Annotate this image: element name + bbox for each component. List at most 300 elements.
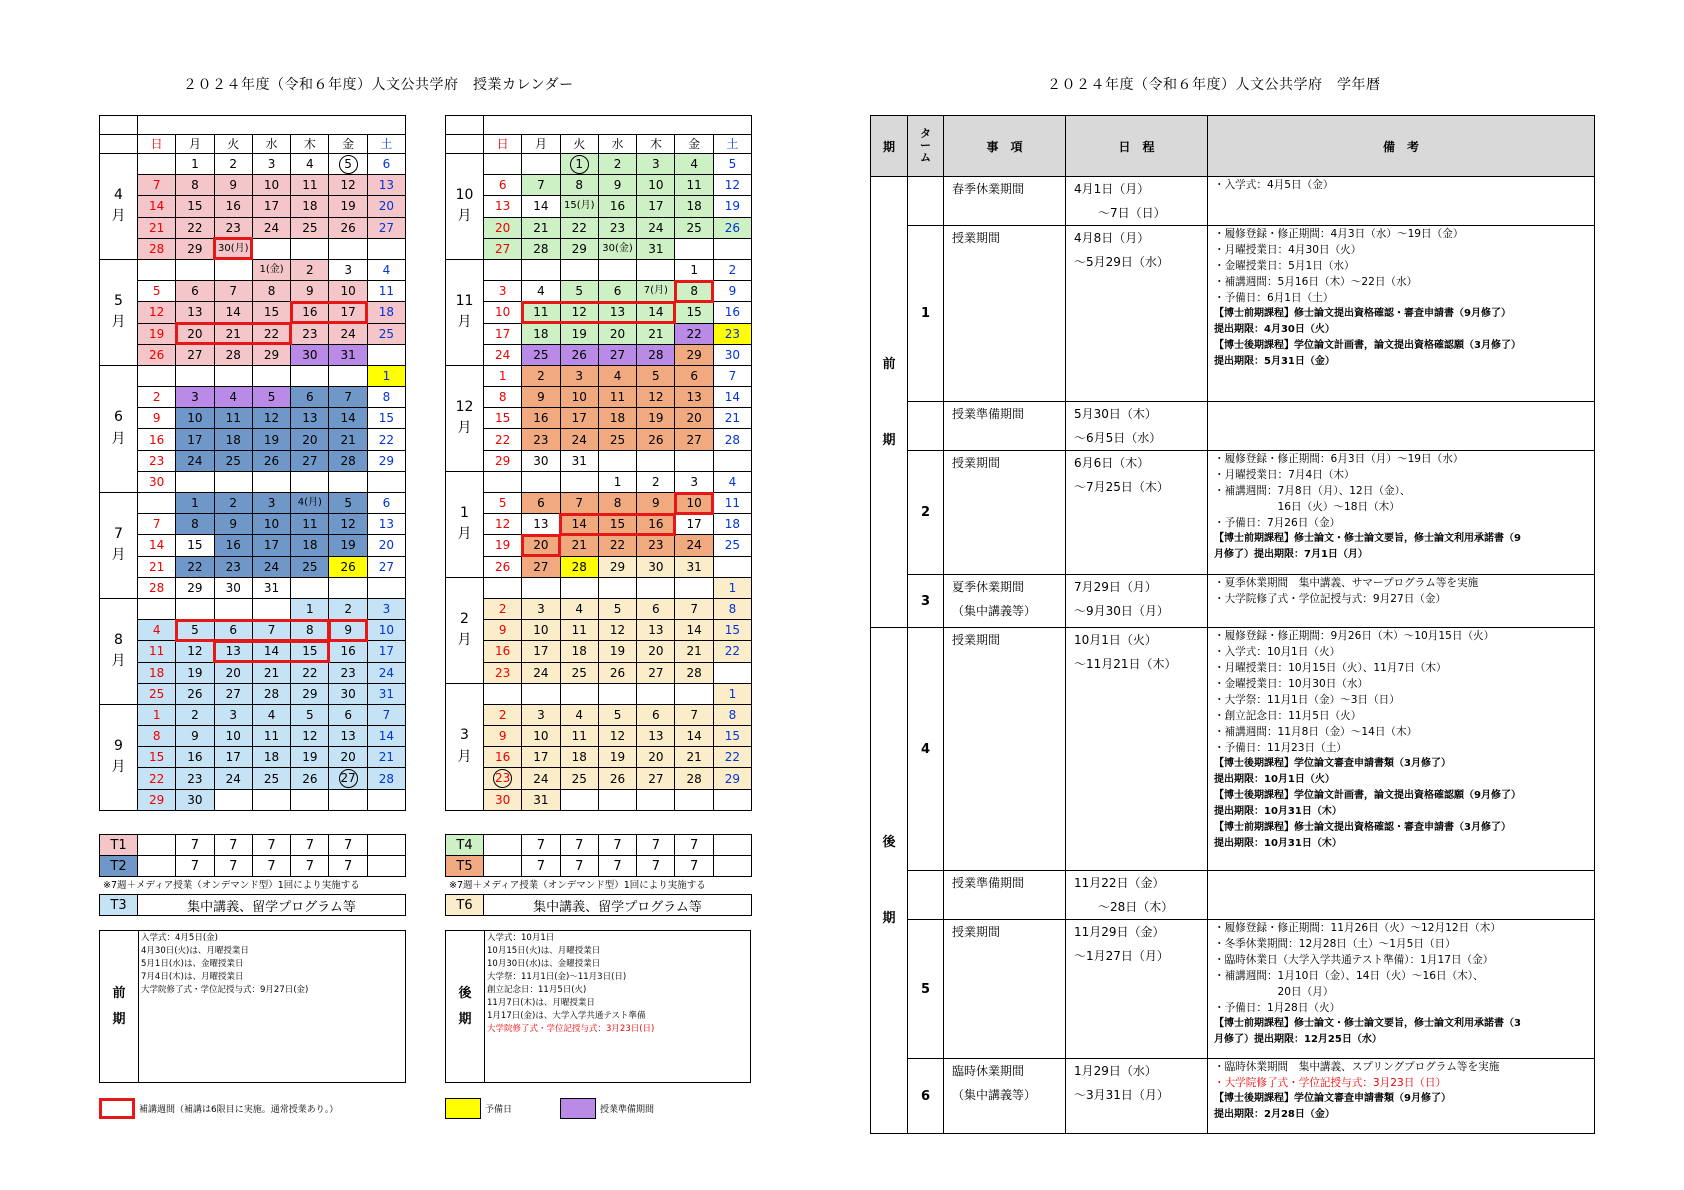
day-cell bbox=[291, 577, 329, 598]
notes-cell bbox=[1208, 402, 1595, 451]
term-cell: 2 bbox=[908, 451, 944, 575]
schedule-row bbox=[871, 871, 1595, 920]
day-cell: 30 bbox=[138, 471, 176, 492]
day-cell: 29 bbox=[291, 683, 329, 704]
week-count: 7 bbox=[329, 856, 367, 877]
day-cell: 3 bbox=[675, 471, 713, 492]
day-cell: 24 bbox=[522, 768, 560, 789]
week-row bbox=[100, 217, 406, 238]
day-cell: 27 bbox=[598, 344, 636, 365]
week-row bbox=[446, 789, 752, 810]
day-cell: 14 bbox=[713, 387, 751, 408]
day-cell: 6 bbox=[367, 493, 405, 514]
weekday-header: 木 bbox=[637, 135, 675, 154]
day-cell: 2 bbox=[291, 259, 329, 280]
week-row bbox=[446, 217, 752, 238]
day-cell: 7 bbox=[138, 175, 176, 196]
day-cell bbox=[138, 259, 176, 280]
day-cell bbox=[560, 154, 598, 175]
day-cell bbox=[675, 238, 713, 259]
day-cell: 5 bbox=[484, 493, 522, 514]
legend_second-term-legend bbox=[445, 834, 752, 877]
week-count: 7 bbox=[176, 835, 214, 856]
day-cell: 6 bbox=[522, 493, 560, 514]
week-row bbox=[446, 344, 752, 365]
day-cell: 7 bbox=[214, 281, 252, 302]
day-cell: 20 bbox=[367, 535, 405, 556]
week-row bbox=[100, 493, 406, 514]
day-cell: 20 bbox=[329, 747, 367, 768]
note-line: 【博士前期課程】修士論文提出資格確認・審査申請書（3月修了） bbox=[1214, 822, 1511, 833]
day-cell bbox=[560, 683, 598, 704]
week-row bbox=[446, 747, 752, 768]
week-row bbox=[100, 429, 406, 450]
weekday-header: 木 bbox=[291, 135, 329, 154]
day-cell: 31 bbox=[675, 556, 713, 577]
day-cell: 29 bbox=[252, 344, 290, 365]
column-header: 期 bbox=[871, 116, 908, 177]
note-line: 16日（火）～18日（木） bbox=[1214, 501, 1400, 513]
day-cell bbox=[637, 450, 675, 471]
event-cell bbox=[944, 871, 1066, 920]
weekday-header: 月 bbox=[176, 135, 214, 154]
day-cell: 21 bbox=[214, 323, 252, 344]
week-count: 7 bbox=[637, 856, 675, 877]
note-line: ・大学院修了式・学位記授与式：3月23日（日） bbox=[1214, 1077, 1447, 1089]
day-cell bbox=[329, 471, 367, 492]
month-label: 4 月 bbox=[100, 154, 138, 260]
day-cell bbox=[598, 577, 636, 598]
month-label: 11 月 bbox=[446, 259, 484, 365]
term-label: T2 bbox=[100, 856, 138, 877]
day-cell: 15 bbox=[176, 535, 214, 556]
day-cell: 11 bbox=[560, 726, 598, 747]
day-cell: 1 bbox=[484, 365, 522, 386]
note-line: ・補講週間：5月16日（木）～22日（水） bbox=[1214, 276, 1418, 288]
day-cell: 10 bbox=[367, 620, 405, 641]
circled-day: 1 bbox=[570, 155, 589, 174]
day-cell: 6 bbox=[675, 365, 713, 386]
week-count: 7 bbox=[291, 835, 329, 856]
week-row bbox=[446, 154, 752, 175]
first-semester-events-list bbox=[139, 931, 310, 1082]
term-cell: 6 bbox=[908, 1059, 944, 1134]
day-cell: 19 bbox=[252, 429, 290, 450]
note-line: 【博士前期課程】修士論文・修士論文要旨，修士論文利用承諾書（9 bbox=[1214, 533, 1521, 544]
day-cell: 10 bbox=[252, 175, 290, 196]
day-cell: 6 bbox=[637, 704, 675, 725]
day-cell bbox=[252, 238, 290, 259]
note-line: 【博士後期課程】学位論文審査申請書類（9月修了） bbox=[1214, 1093, 1451, 1104]
note-line: ・履修登録・修正期間：11月26日（火）～12月12日（木） bbox=[1214, 922, 1501, 934]
day-cell: 19 bbox=[598, 747, 636, 768]
day-cell: 4 bbox=[252, 704, 290, 725]
day-cell: 27 bbox=[675, 429, 713, 450]
week-row bbox=[446, 175, 752, 196]
day-cell: 16 bbox=[291, 302, 329, 323]
day-cell: 31 bbox=[560, 450, 598, 471]
day-cell: 7 bbox=[252, 620, 290, 641]
day-cell: 17 bbox=[484, 323, 522, 344]
weekday-header: 金 bbox=[675, 135, 713, 154]
day-cell: 26 bbox=[484, 556, 522, 577]
day-cell: 26 bbox=[560, 344, 598, 365]
day-cell: 2 bbox=[176, 704, 214, 725]
week-row bbox=[446, 514, 752, 535]
day-cell bbox=[713, 662, 751, 683]
day-cell: 5 bbox=[291, 704, 329, 725]
week-row bbox=[446, 387, 752, 408]
week-row bbox=[100, 175, 406, 196]
week-row bbox=[100, 365, 406, 386]
day-cell: 5 bbox=[598, 704, 636, 725]
week-row bbox=[100, 471, 406, 492]
week-count: 7 bbox=[176, 856, 214, 877]
day-cell: 4 bbox=[291, 154, 329, 175]
day-cell: 13 bbox=[637, 726, 675, 747]
day-cell: 5 bbox=[560, 281, 598, 302]
day-cell: 31 bbox=[522, 789, 560, 810]
day-cell bbox=[138, 365, 176, 386]
event-cell bbox=[944, 575, 1066, 628]
schedule-row bbox=[871, 920, 1595, 1059]
week-row bbox=[100, 154, 406, 175]
day-cell: 8 bbox=[713, 704, 751, 725]
note-line: ・月曜授業日：4月30日（火） bbox=[1214, 244, 1362, 256]
day-cell: 11 bbox=[291, 175, 329, 196]
day-cell: 3 bbox=[329, 259, 367, 280]
column-header: 備 考 bbox=[1208, 116, 1595, 177]
event-cell bbox=[944, 1059, 1066, 1134]
day-cell: 15(月) bbox=[560, 196, 598, 217]
day-cell bbox=[484, 768, 522, 789]
day-cell bbox=[329, 577, 367, 598]
day-cell bbox=[138, 154, 176, 175]
day-cell: 9 bbox=[329, 620, 367, 641]
day-cell bbox=[598, 683, 636, 704]
day-cell: 29 bbox=[560, 238, 598, 259]
day-cell: 11 bbox=[252, 726, 290, 747]
date-text: 5月30日（木） bbox=[1074, 407, 1157, 421]
term-cell bbox=[908, 177, 944, 226]
day-cell: 16 bbox=[637, 514, 675, 535]
day-cell: 3 bbox=[560, 365, 598, 386]
day-cell: 25 bbox=[598, 429, 636, 450]
semester-heading bbox=[484, 116, 752, 135]
day-cell bbox=[484, 683, 522, 704]
day-cell: 29 bbox=[484, 450, 522, 471]
week-row bbox=[446, 302, 752, 323]
day-cell: 4 bbox=[598, 365, 636, 386]
day-cell: 2 bbox=[214, 154, 252, 175]
day-cell: 13 bbox=[367, 514, 405, 535]
day-cell: 24 bbox=[560, 429, 598, 450]
term-label: T4 bbox=[446, 835, 484, 856]
weekday-header: 火 bbox=[214, 135, 252, 154]
legend-makeup-label: 補講週間（補講は6限目に実施。通常授業あり。） bbox=[139, 1105, 339, 1115]
date-text: 7月29日（月） bbox=[1074, 580, 1157, 594]
event-line-highlight: 大学院修了式・学位記授与式：3月23日(日) bbox=[487, 1024, 655, 1034]
day-cell: 8 bbox=[252, 281, 290, 302]
day-cell: 18 bbox=[291, 196, 329, 217]
day-cell: 23 bbox=[176, 768, 214, 789]
term-row bbox=[100, 856, 406, 877]
day-cell: 17 bbox=[329, 302, 367, 323]
week-row bbox=[100, 259, 406, 280]
corner-cell bbox=[446, 135, 484, 154]
day-cell: 30 bbox=[291, 344, 329, 365]
day-cell bbox=[598, 450, 636, 471]
day-cell: 30 bbox=[713, 344, 751, 365]
day-cell: 24 bbox=[176, 450, 214, 471]
day-cell: 23 bbox=[138, 450, 176, 471]
day-cell: 29 bbox=[367, 450, 405, 471]
day-cell: 8 bbox=[484, 387, 522, 408]
term-cell bbox=[908, 402, 944, 451]
day-cell bbox=[138, 598, 176, 619]
day-cell: 26 bbox=[598, 662, 636, 683]
event-line: 10月15日(火)は、月曜授業日 bbox=[487, 946, 601, 956]
term-description: 集中講義、留学プログラム等 bbox=[138, 895, 406, 916]
day-cell: 3 bbox=[252, 154, 290, 175]
day-cell bbox=[176, 598, 214, 619]
day-cell: 18 bbox=[138, 662, 176, 683]
day-cell: 27 bbox=[637, 768, 675, 789]
note-line: 提出期限：10月1日（火） bbox=[1214, 774, 1335, 785]
schedule-row bbox=[871, 628, 1595, 871]
month-label: 7 月 bbox=[100, 493, 138, 599]
day-cell bbox=[713, 789, 751, 810]
weekday-header: 土 bbox=[367, 135, 405, 154]
day-cell: 28 bbox=[138, 238, 176, 259]
day-cell: 12 bbox=[598, 726, 636, 747]
day-cell: 16 bbox=[598, 196, 636, 217]
day-cell bbox=[637, 789, 675, 810]
date-text: 4月8日（月） bbox=[1074, 231, 1150, 245]
week-row bbox=[100, 704, 406, 725]
day-cell: 7 bbox=[138, 514, 176, 535]
day-cell: 6 bbox=[598, 281, 636, 302]
legend-prep bbox=[560, 1098, 654, 1119]
day-cell: 21 bbox=[713, 408, 751, 429]
day-cell: 6 bbox=[484, 175, 522, 196]
week-row bbox=[446, 598, 752, 619]
day-cell: 5 bbox=[598, 598, 636, 619]
day-cell: 28 bbox=[713, 429, 751, 450]
empty-cell bbox=[484, 856, 522, 877]
week-count: 7 bbox=[675, 835, 713, 856]
day-cell: 10 bbox=[522, 620, 560, 641]
day-cell: 18 bbox=[252, 747, 290, 768]
weekday-header: 日 bbox=[484, 135, 522, 154]
notes-cell bbox=[1208, 871, 1595, 920]
day-cell: 21 bbox=[560, 535, 598, 556]
day-cell: 1 bbox=[598, 471, 636, 492]
day-cell: 15 bbox=[713, 620, 751, 641]
note-line: ・冬季休業期間：12月28日（土）～1月5日（日） bbox=[1214, 938, 1456, 950]
day-cell: 15 bbox=[291, 641, 329, 662]
day-cell bbox=[329, 789, 367, 810]
day-cell: 28 bbox=[214, 344, 252, 365]
day-cell: 27 bbox=[367, 556, 405, 577]
academic-year-title: ２０２４年度（令和６年度）人文公共学府 学年暦 bbox=[1047, 77, 1381, 93]
day-cell: 20 bbox=[637, 641, 675, 662]
day-cell: 31 bbox=[367, 683, 405, 704]
reserve-swatch bbox=[445, 1098, 481, 1119]
term-cell bbox=[908, 871, 944, 920]
note-line: ・金曜授業日：5月1日（水） bbox=[1214, 260, 1355, 272]
event-cell bbox=[944, 177, 1066, 226]
day-cell: 26 bbox=[329, 217, 367, 238]
day-cell bbox=[713, 556, 751, 577]
day-cell: 15 bbox=[675, 302, 713, 323]
week-row bbox=[446, 196, 752, 217]
day-cell: 18 bbox=[675, 196, 713, 217]
notes-cell bbox=[1208, 575, 1595, 628]
day-cell: 16 bbox=[484, 747, 522, 768]
day-cell: 6 bbox=[637, 598, 675, 619]
day-cell: 10 bbox=[522, 726, 560, 747]
day-cell: 9 bbox=[291, 281, 329, 302]
day-cell: 20 bbox=[637, 747, 675, 768]
note-line: ・臨時休業日（大学入学共通テスト準備）：1月17日（金） bbox=[1214, 954, 1494, 966]
day-cell: 11 bbox=[367, 281, 405, 302]
empty-cell bbox=[138, 856, 176, 877]
week-row bbox=[100, 408, 406, 429]
day-cell: 2 bbox=[598, 154, 636, 175]
event-line: 5月1日(水)は、金曜授業日 bbox=[141, 959, 244, 969]
day-cell: 17 bbox=[560, 408, 598, 429]
week-row bbox=[100, 238, 406, 259]
day-cell: 29 bbox=[176, 577, 214, 598]
prep-swatch bbox=[560, 1098, 596, 1119]
empty-cell bbox=[367, 835, 405, 856]
date-text: 11月29日（金） bbox=[1074, 925, 1165, 939]
circled-day: 27 bbox=[339, 769, 358, 788]
event-line: 11月7日(木)は、月曜授業日 bbox=[487, 998, 595, 1008]
weekday-header: 金 bbox=[329, 135, 367, 154]
date-cell bbox=[1066, 920, 1208, 1059]
period-cell: 前 期 bbox=[871, 177, 908, 628]
date-text: ～6月5日（水） bbox=[1074, 431, 1162, 445]
day-cell: 23 bbox=[522, 429, 560, 450]
note-line: ・月曜授業日：7月4日（木） bbox=[1214, 469, 1355, 481]
day-cell bbox=[291, 238, 329, 259]
day-cell: 24 bbox=[675, 535, 713, 556]
day-cell: 9 bbox=[214, 175, 252, 196]
day-cell: 28 bbox=[522, 238, 560, 259]
empty-cell bbox=[484, 835, 522, 856]
month-label: 6 月 bbox=[100, 365, 138, 492]
note-line: 月修了）提出期限：12月25日（水） bbox=[1214, 1034, 1382, 1045]
date-text: ～3月31日（月） bbox=[1074, 1088, 1169, 1102]
day-cell: 5 bbox=[637, 365, 675, 386]
week-row bbox=[100, 577, 406, 598]
day-cell: 10 bbox=[252, 514, 290, 535]
day-cell: 25 bbox=[560, 768, 598, 789]
day-cell: 8 bbox=[675, 281, 713, 302]
note-line: ・月曜授業日：10月15日（火）、11月7日（木） bbox=[1214, 662, 1447, 674]
day-cell: 15 bbox=[138, 747, 176, 768]
week-count: 7 bbox=[522, 835, 560, 856]
day-cell: 19 bbox=[713, 196, 751, 217]
week-row bbox=[446, 768, 752, 789]
event-cell bbox=[944, 402, 1066, 451]
weekday-header: 月 bbox=[522, 135, 560, 154]
day-cell: 21 bbox=[637, 323, 675, 344]
day-cell: 1 bbox=[176, 493, 214, 514]
week-row bbox=[100, 344, 406, 365]
semester-heading bbox=[138, 116, 406, 135]
day-cell: 14 bbox=[675, 620, 713, 641]
day-cell: 9 bbox=[176, 726, 214, 747]
day-cell: 8 bbox=[176, 175, 214, 196]
day-cell: 4 bbox=[138, 620, 176, 641]
day-cell: 8 bbox=[713, 598, 751, 619]
empty-cell bbox=[367, 856, 405, 877]
event-line: 1月17日(金)は、大学入学共通テスト準備 bbox=[487, 1011, 646, 1021]
day-cell bbox=[176, 365, 214, 386]
day-cell: 21 bbox=[138, 217, 176, 238]
day-cell bbox=[675, 577, 713, 598]
day-cell: 17 bbox=[176, 429, 214, 450]
event-text: 授業期間 bbox=[952, 633, 1001, 647]
day-cell bbox=[637, 259, 675, 280]
note-line: 提出期限：4月30日（火） bbox=[1214, 324, 1335, 335]
day-cell: 25 bbox=[291, 556, 329, 577]
event-text: 臨時休業期間 bbox=[952, 1064, 1025, 1078]
day-cell: 10 bbox=[329, 281, 367, 302]
day-cell: 4 bbox=[560, 598, 598, 619]
day-cell: 28 bbox=[675, 662, 713, 683]
week-row bbox=[100, 302, 406, 323]
week-row bbox=[100, 598, 406, 619]
week-row bbox=[446, 620, 752, 641]
note-line: 20日（月） bbox=[1214, 986, 1334, 998]
day-cell: 23 bbox=[329, 662, 367, 683]
day-cell bbox=[176, 259, 214, 280]
day-cell: 22 bbox=[713, 747, 751, 768]
day-cell bbox=[252, 598, 290, 619]
day-cell: 1 bbox=[713, 683, 751, 704]
day-cell: 13 bbox=[484, 196, 522, 217]
day-cell: 14 bbox=[560, 514, 598, 535]
second-semester-events-list bbox=[485, 931, 656, 1082]
day-cell: 29 bbox=[675, 344, 713, 365]
term-label: T1 bbox=[100, 835, 138, 856]
day-cell: 7(月) bbox=[637, 281, 675, 302]
day-cell bbox=[713, 450, 751, 471]
day-cell: 2 bbox=[484, 704, 522, 725]
day-cell bbox=[560, 577, 598, 598]
week-count: 7 bbox=[598, 856, 636, 877]
note-line: 提出期限：5月31日（金） bbox=[1214, 356, 1335, 367]
day-cell: 1 bbox=[176, 154, 214, 175]
day-cell: 10 bbox=[637, 175, 675, 196]
day-cell: 10 bbox=[484, 302, 522, 323]
legend-makeup bbox=[99, 1098, 338, 1119]
day-cell: 4(月) bbox=[291, 493, 329, 514]
day-cell: 20 bbox=[291, 429, 329, 450]
day-cell: 14 bbox=[138, 535, 176, 556]
date-text: ～11月21日（木） bbox=[1074, 657, 1177, 671]
day-cell: 12 bbox=[329, 175, 367, 196]
week-row bbox=[100, 535, 406, 556]
day-cell: 18 bbox=[560, 747, 598, 768]
month-label: 1 月 bbox=[446, 471, 484, 577]
term-label: T5 bbox=[446, 856, 484, 877]
day-cell: 15 bbox=[252, 302, 290, 323]
